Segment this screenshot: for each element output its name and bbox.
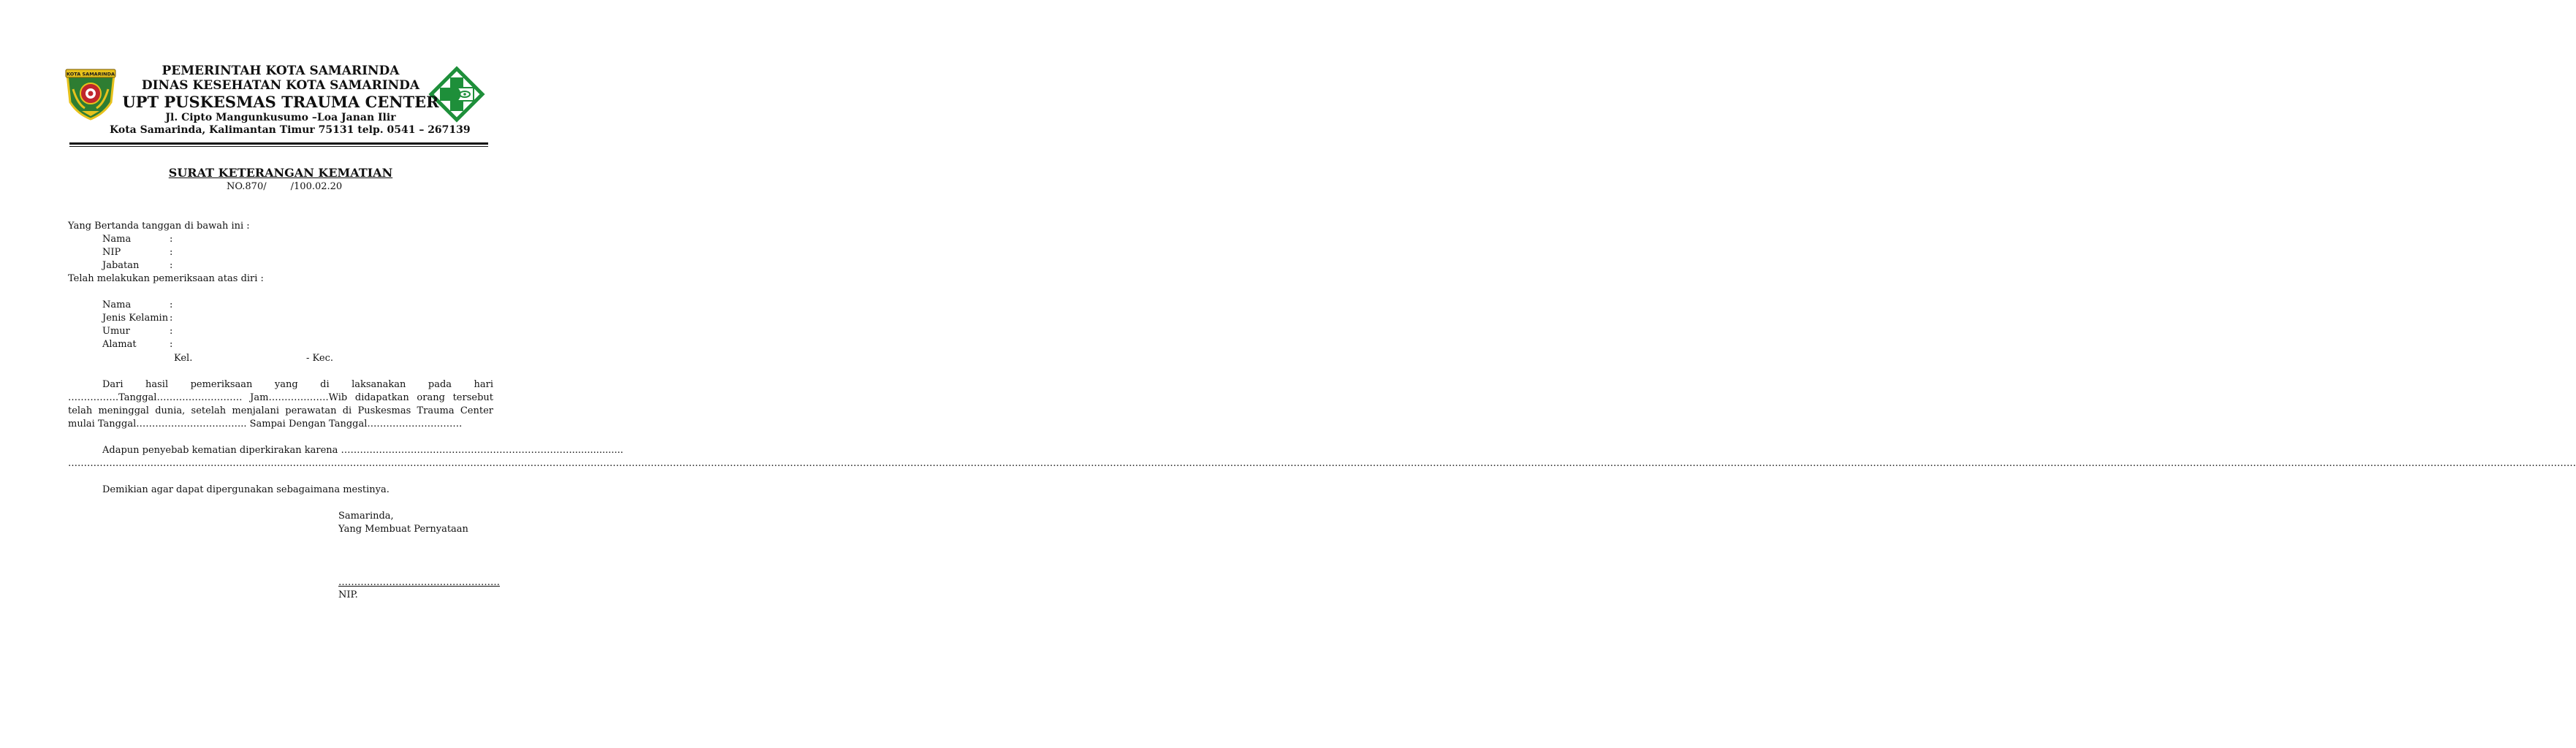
letterhead-address-city: Kota Samarinda, Kalimantan Timur 75131 telp. 0541 – 267139: [110, 124, 471, 136]
letterhead-institution: UPT PUSKESMAS TRAUMA CENTER: [122, 93, 439, 111]
signer-nip-label: NIP: [102, 247, 121, 258]
subject-gender-colon: :: [170, 313, 173, 324]
signer-intro: Yang Bertanda tanggan di bawah ini :: [68, 221, 250, 232]
cause-of-death-line: Adapun penyebab kematian diperkirakan karena ………………………………………………………………..................: [102, 445, 623, 456]
subject-name-colon: :: [170, 299, 173, 310]
letterhead-divider-thin: [69, 146, 488, 147]
letterhead-address-street: Jl. Cipto Mangunkusumo –Loa Janan Ilir: [165, 112, 396, 123]
signer-nip-colon: :: [170, 247, 173, 258]
kelurahan-label: Kel.: [174, 353, 193, 364]
exam-intro: Telah melakukan pemeriksaan atas diri :: [68, 273, 264, 284]
kecamatan-label: - Kec.: [306, 353, 333, 364]
document-title: SURAT KETERANGAN KEMATIAN: [168, 166, 393, 180]
examination-paragraph: Dari hasil pemeriksaan yang di laksanakan pada hari …………….Tanggal……………………… Jam……………….Wib didapatkan orang tersebut telah meninggal dunia, setelah menjalani perawatan di Puskesmas Trauma Center mulai Tanggal…………………………….. Sampai Dengan Tanggal…………………………: [68, 379, 493, 430]
logo-left-text: KOTA SAMARINDA: [67, 71, 115, 77]
signature-role: Yang Membuat Pernyataan: [338, 524, 468, 535]
signer-name-label: Nama: [102, 234, 132, 245]
signer-position-label: Jabatan: [102, 260, 140, 271]
subject-name-label: Nama: [102, 299, 132, 310]
letterhead-government: PEMERINTAH KOTA SAMARINDA: [162, 64, 400, 78]
subject-gender-label: Jenis Kelamin: [102, 313, 169, 324]
letterhead-department: DINAS KESEHATAN KOTA SAMARINDA: [141, 78, 420, 93]
cause-of-death-continuation: ………………………………………………………………………………………………………………………………………………………………………………………………………………………………………………………………………………………………………………………………………………………………………………………………………………………………………………………………………………………………………………………………………………………………………………………………………………………………………………………………………………………………………………………………: [68, 458, 2576, 469]
letterhead-divider-thick: [69, 142, 488, 145]
subject-age-colon: :: [170, 326, 173, 337]
subject-address-label: Alamat: [102, 339, 137, 350]
signer-name-colon: :: [170, 234, 173, 245]
signer-position-colon: :: [170, 260, 173, 271]
subject-age-label: Umur: [102, 326, 130, 337]
closing-statement: Demikian agar dapat dipergunakan sebagaimana mestinya.: [102, 484, 390, 495]
signature-nip: NIP.: [338, 589, 358, 600]
signature-line: ……………………………………………: [338, 577, 500, 588]
signature-place: Samarinda,: [338, 511, 394, 522]
document-number: NO.870/ /100.02.20: [227, 181, 343, 192]
subject-address-colon: :: [170, 339, 173, 350]
